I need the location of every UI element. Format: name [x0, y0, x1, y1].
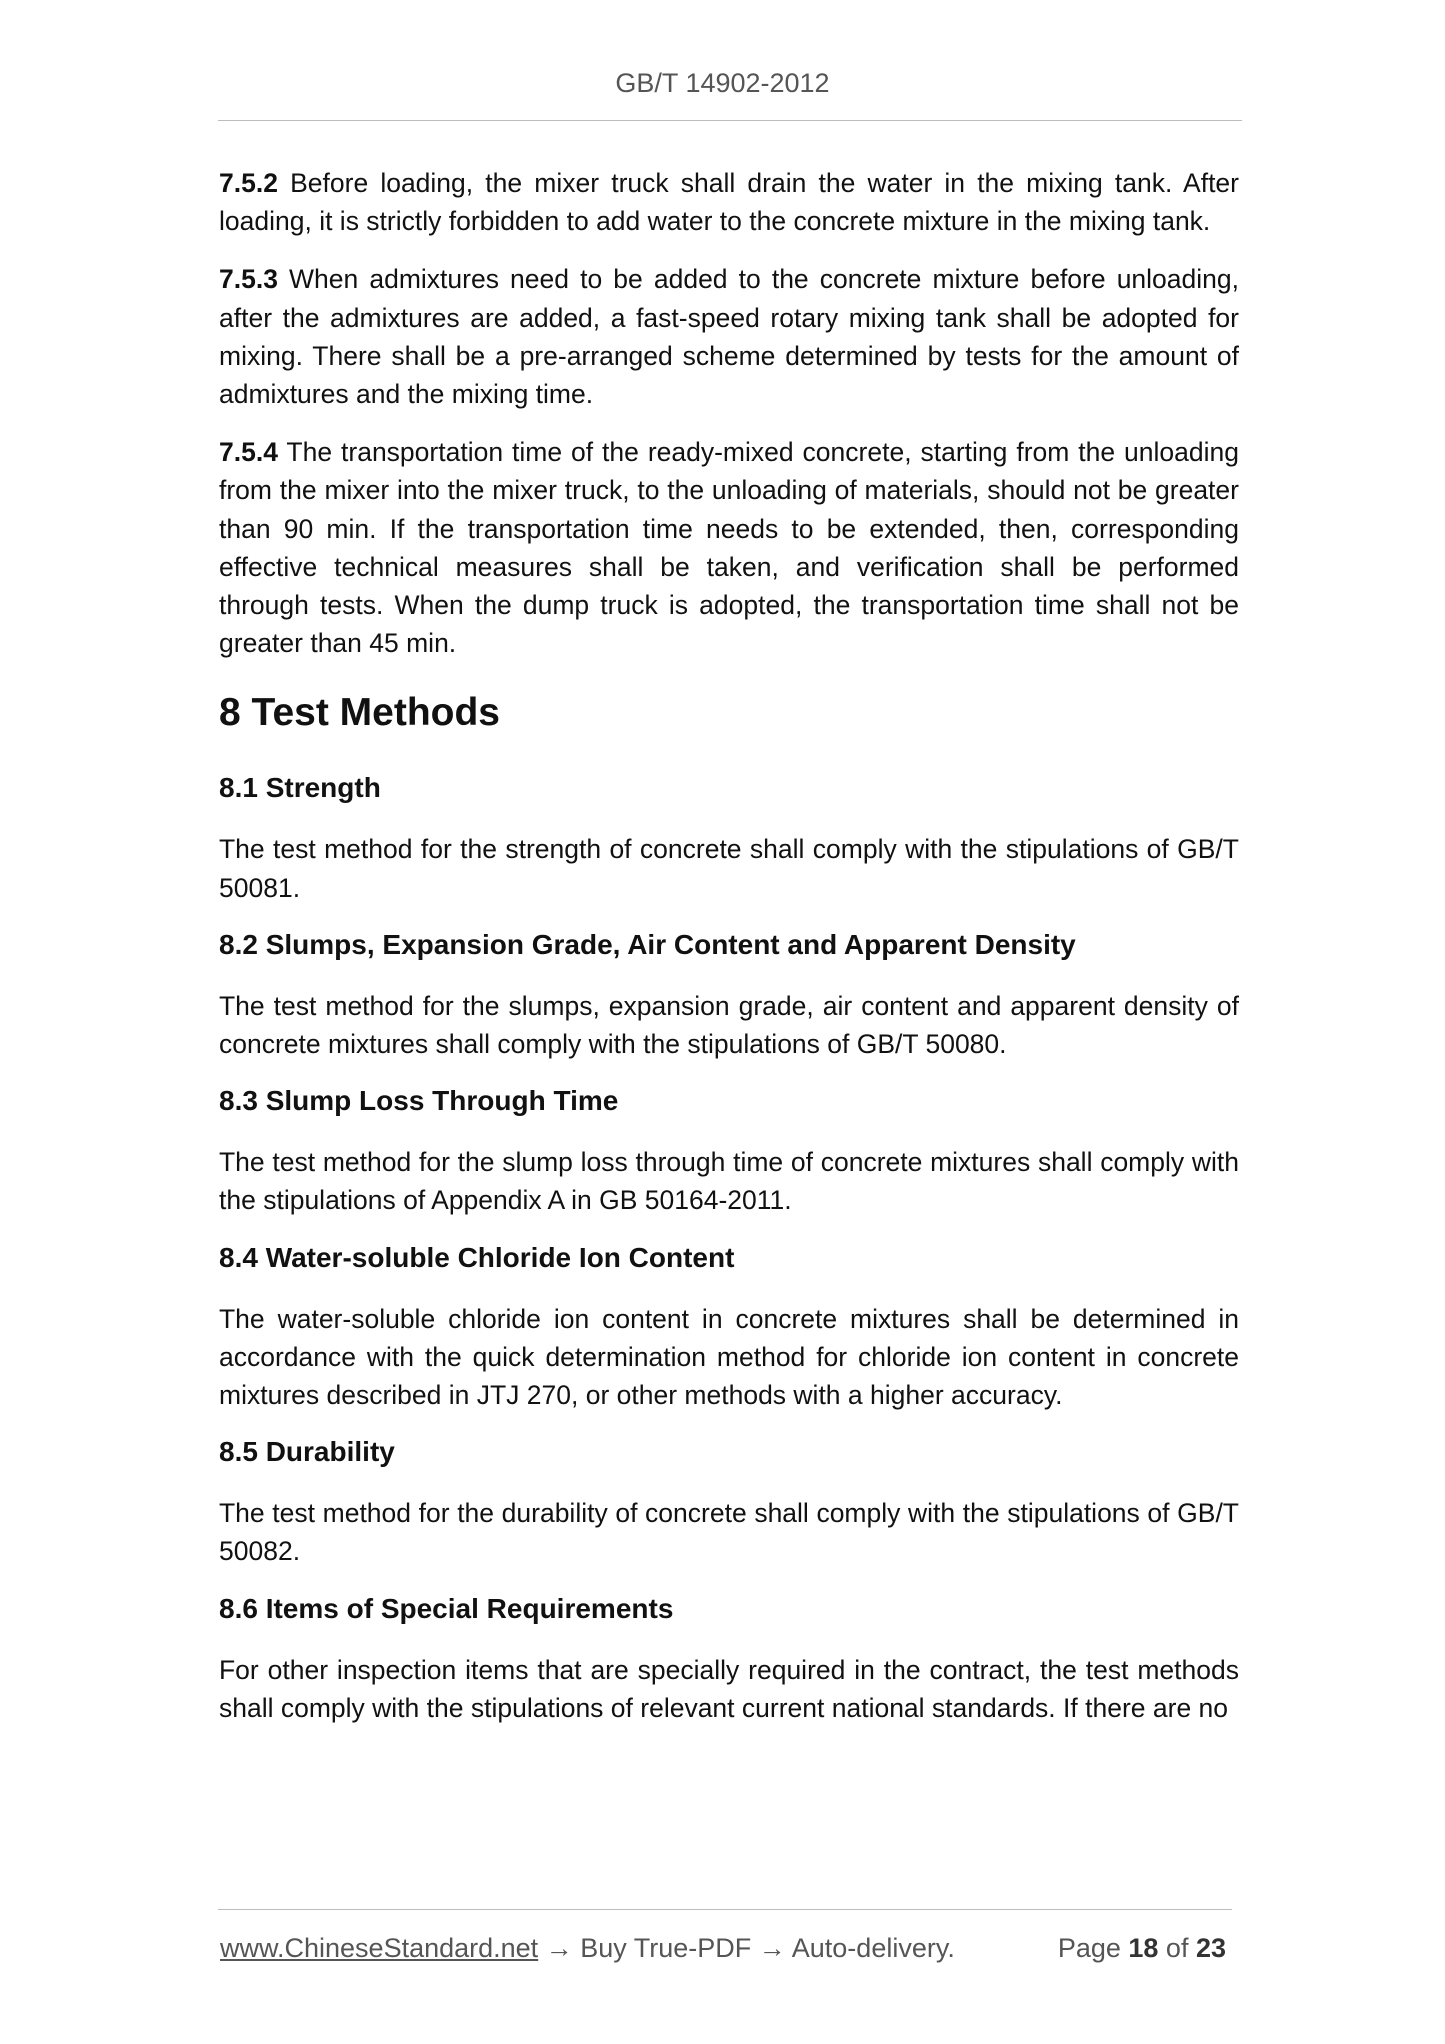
header-title: GB/T 14902-2012 — [615, 68, 830, 98]
clause-7-5-4 — [219, 433, 1239, 662]
buy-true-pdf-text: Buy True-PDF — [580, 1933, 752, 1963]
subsection-title-8-6: 8.6 Items of Special Requirements — [219, 1592, 674, 1624]
header-divider — [218, 120, 1242, 121]
clause-number: 7.5.3 — [219, 264, 278, 295]
subsection-text-8-2: The test method for the slumps, expansion grade, air content and apparent density of concrete mixtures shall comply with the stipulations of GB/T 50080. — [219, 990, 1239, 1060]
subsection-title-8-5: 8.5 Durability — [219, 1436, 395, 1468]
subsection-text-8-3: The test method for the slump loss through time of concrete mixtures shall comply with the stipulations of Appendix A in GB 50164-2011. — [219, 1147, 1239, 1216]
total-pages: 23 — [1195, 1933, 1226, 1963]
footer — [220, 1930, 1232, 1966]
document-body — [219, 164, 1239, 1747]
footer-divider — [218, 1909, 1232, 1910]
subsection-text-8-4: The water-soluble chloride ion content in concrete mixtures shall be determined in accordance with the quick determination method for chloride ion content in concrete mixtures described in JTJ 270, or other methods with a higher accuracy. — [219, 1303, 1239, 1411]
clause-text: When admixtures need to be added to the concrete mixture before unloading, after the admixtures are added, a fast-speed rotary mixing tank shall be adopted for mixing. There shall be a pre-arranged scheme determined by tests for the amount of admixtures and the mixing time. — [219, 264, 1239, 410]
clause-number: 7.5.2 — [219, 168, 278, 198]
subsection-text-8-5: The test method for the durability of concrete shall comply with the stipulations of GB/T 50082. — [219, 1498, 1239, 1567]
subsection-title-8-3: 8.3 Slump Loss Through Time — [219, 1085, 619, 1117]
clause-7-5-3 — [219, 260, 1239, 413]
section-title: 8 Test Methods — [219, 691, 500, 735]
website-link[interactable]: www.ChineseStandard.net — [220, 1933, 539, 1963]
clause-text: The transportation time of the ready-mixed concrete, starting from the unloading from the mixer into the mixer truck, to the unloading of materials, should not be greater than 90 min. If the transportation time needs to be extended, then, corresponding effective technical measures shall be taken, and verification shall be performed through tests. When the dump truck is adopted, the transportation time shall not be greater than 45 min. — [219, 437, 1239, 659]
subsection-text-8-6: For other inspection items that are specially required in the contract, the test methods shall comply with the stipulations of relevant current national standards. If there are no — [219, 1654, 1239, 1723]
subsection-title-8-1: 8.1 Strength — [219, 772, 381, 804]
auto-delivery-text: Auto-delivery. — [791, 1933, 955, 1963]
clause-number: 7.5.4 — [219, 437, 278, 468]
arrow-right-icon: → — [538, 1933, 581, 1963]
page-label: Page — [1057, 1933, 1129, 1963]
of-label: of — [1158, 1933, 1196, 1963]
clause-7-5-2 — [219, 164, 1239, 240]
subsection-title-8-4: 8.4 Water-soluble Chloride Ion Content — [219, 1241, 735, 1273]
subsection-title-8-2: 8.2 Slumps, Expansion Grade, Air Content and Apparent Density — [219, 928, 1076, 960]
subsection-text-8-1: The test method for the strength of concrete shall comply with the stipulations of GB/T 50081. — [219, 834, 1239, 903]
clause-text: Before loading, the mixer truck shall drain the water in the mixing tank. After loading, it is strictly forbidden to add water to the concrete mixture in the mixing tank. — [219, 168, 1239, 237]
arrow-right-icon: → — [751, 1933, 792, 1963]
page-indicator — [1058, 1930, 1226, 1966]
page-number: 18 — [1128, 1933, 1159, 1963]
